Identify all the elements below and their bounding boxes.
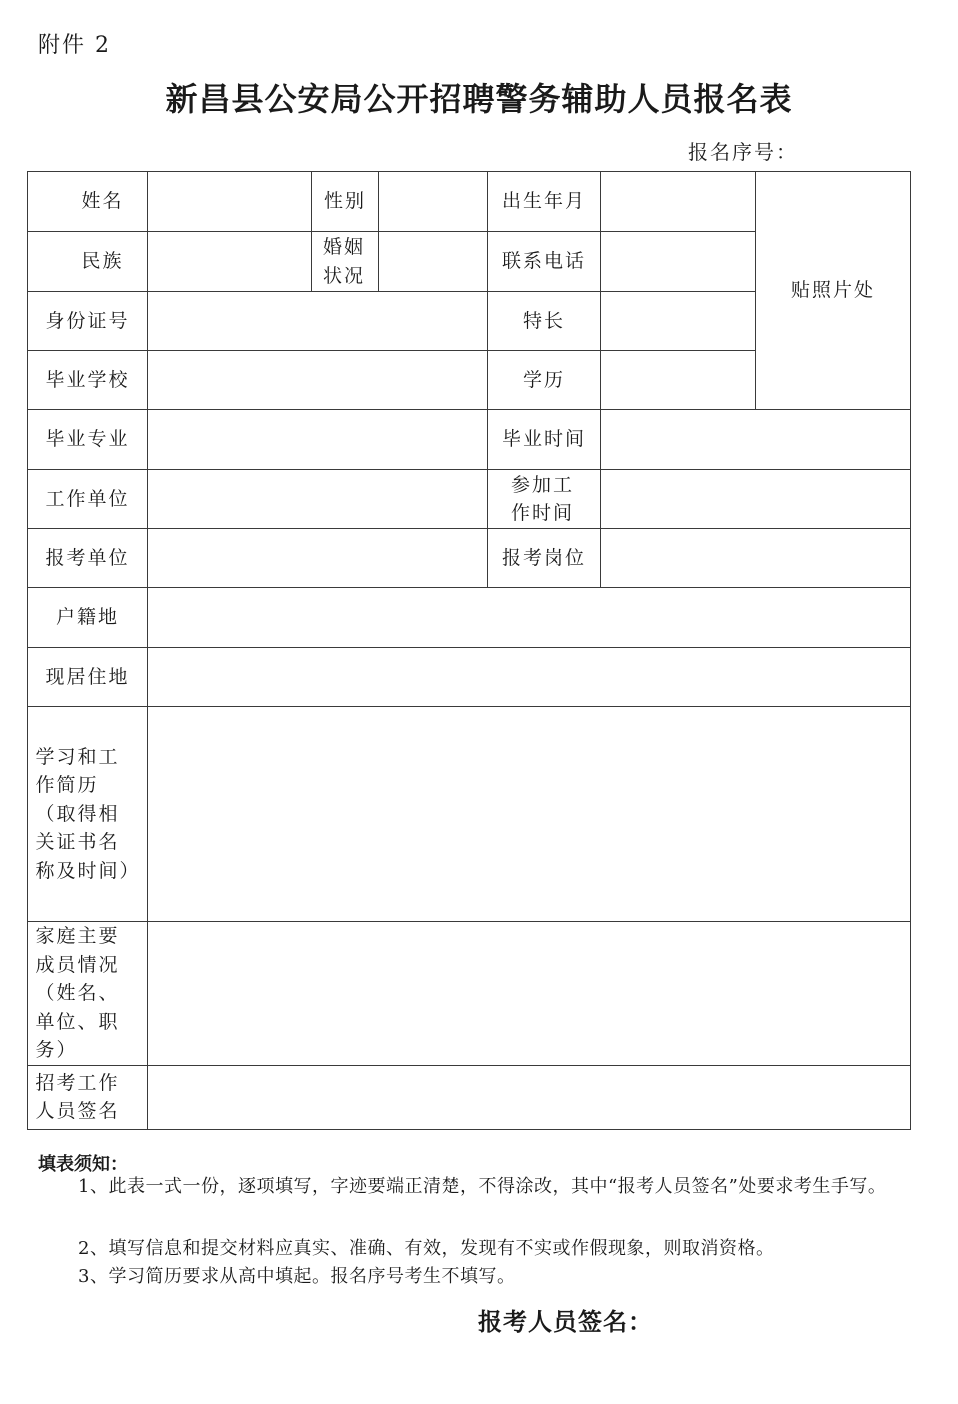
note-item <box>38 1171 908 1203</box>
name-field[interactable] <box>148 172 312 232</box>
residence-field[interactable] <box>148 648 911 707</box>
employer-field[interactable] <box>148 470 488 529</box>
birth-label: 出生年月 <box>488 172 601 232</box>
resume-label <box>28 707 148 922</box>
major-field[interactable] <box>148 410 488 470</box>
specialty-field[interactable] <box>601 292 756 351</box>
id-number-label: 身份证号 <box>28 292 148 351</box>
applicant-signature-label: 报考人员签名： <box>478 1307 653 1336</box>
work-start-label <box>488 470 601 529</box>
hukou-label: 户籍地 <box>28 588 148 648</box>
phone-label: 联系电话 <box>488 232 601 292</box>
serial-number-label: 报名序号： <box>688 140 798 164</box>
family-label <box>28 922 148 1066</box>
birth-field[interactable] <box>601 172 756 232</box>
hukou-field[interactable] <box>148 588 911 648</box>
resume-field[interactable] <box>148 707 911 922</box>
education-label: 学历 <box>488 351 601 410</box>
staff-sign-label-text: 招考工作人员签名 <box>35 1071 120 1122</box>
photo-area[interactable]: 贴照片处 <box>756 172 911 410</box>
work-start-field[interactable] <box>601 470 911 529</box>
ethnicity-label: 民族 <box>28 232 148 292</box>
residence-label: 现居住地 <box>28 648 148 707</box>
grad-time-label: 毕业时间 <box>488 410 601 470</box>
specialty-label: 特长 <box>488 292 601 351</box>
staff-sign-field[interactable] <box>148 1065 911 1129</box>
note-item-text: 2、填写信息和提交材料应真实、准确、有效，发现有不实或作假现象，则取消资格。 <box>78 1238 775 1259</box>
family-label-text: 家庭主要成员情况（姓名、单位、职务） <box>35 925 120 1061</box>
staff-sign-label <box>28 1065 148 1129</box>
marital-label-text: 婚姻状况 <box>323 236 366 287</box>
apply-unit-field[interactable] <box>148 529 488 588</box>
gender-label: 性别 <box>312 172 379 232</box>
name-label: 姓名 <box>28 172 148 232</box>
apply-unit-label: 报考单位 <box>28 529 148 588</box>
note-item-text: 1、此表一式一份，逐项填写，字迹要端正清楚，不得涂改，其中“报考人员签名”处要求考生手写。 <box>78 1176 887 1197</box>
grad-time-field[interactable] <box>601 410 911 470</box>
marital-label <box>312 232 379 292</box>
employer-label: 工作单位 <box>28 470 148 529</box>
apply-post-field[interactable] <box>601 529 911 588</box>
phone-field[interactable] <box>601 232 756 292</box>
school-field[interactable] <box>148 351 488 410</box>
apply-post-label: 报考岗位 <box>488 529 601 588</box>
notes-title: 填表须知： <box>38 1154 128 1175</box>
ethnicity-field[interactable] <box>148 232 312 292</box>
resume-label-text: 学习和工作简历（取得相关证书名称及时间） <box>35 745 141 882</box>
note-item-text: 3、学习简历要求从高中填起。报名序号考生不填写。 <box>78 1266 516 1287</box>
family-field[interactable] <box>148 922 911 1066</box>
form-title: 新昌县公安局公开招聘警务辅助人员报名表 <box>165 80 793 118</box>
major-label: 毕业专业 <box>28 410 148 470</box>
education-field[interactable] <box>601 351 756 410</box>
marital-field[interactable] <box>379 232 488 292</box>
note-item <box>38 1261 908 1293</box>
school-label: 毕业学校 <box>28 351 148 410</box>
attachment-label: 附件 2 <box>38 33 111 58</box>
serial-number <box>688 136 818 165</box>
id-number-field[interactable] <box>148 292 488 351</box>
work-start-label-text: 参加工作时间 <box>511 473 575 524</box>
gender-field[interactable] <box>379 172 488 232</box>
registration-table <box>27 171 911 1130</box>
